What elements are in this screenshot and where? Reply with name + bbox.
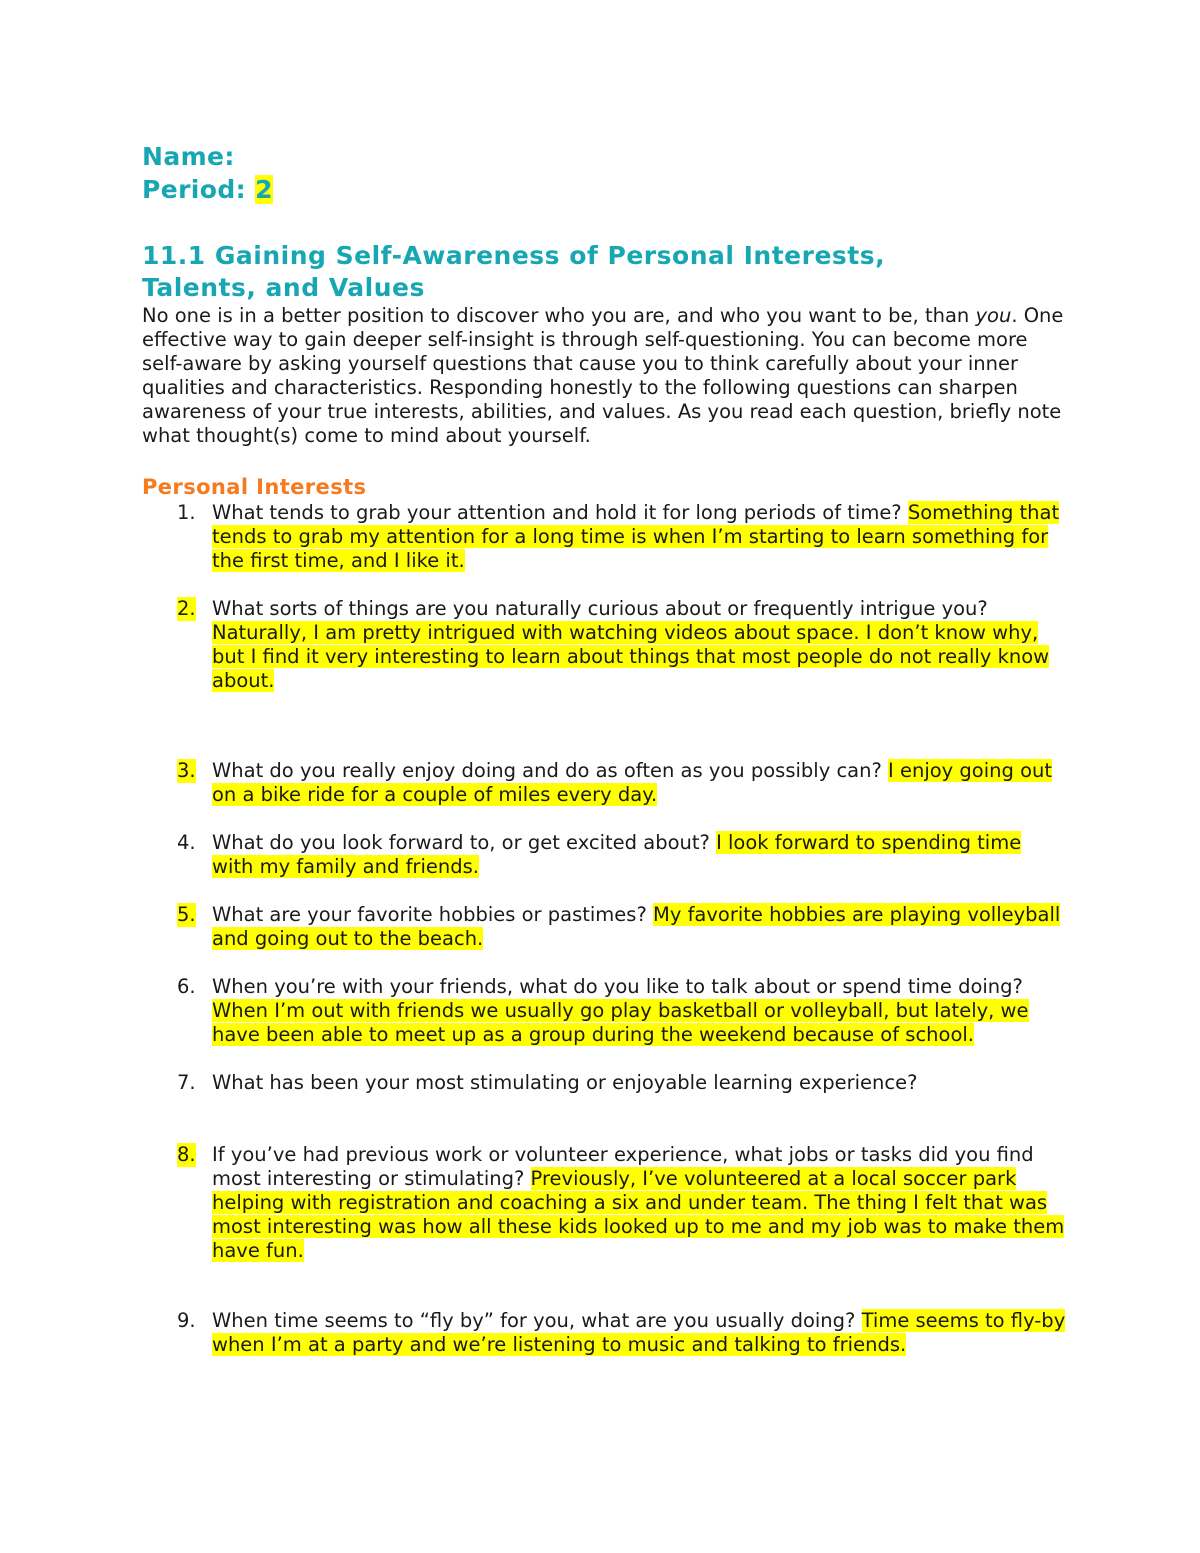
question-item-5 — [142, 903, 1067, 951]
period-line — [142, 173, 1067, 206]
answer-text: Naturally, I am pretty intrigued with watching videos about space. I don’t know why, but I find it very interesting to learn about things that most people do not really know about. — [212, 621, 1050, 692]
question-item-6 — [142, 975, 1067, 1047]
question-text: When time seems to “fly by” for you, what are you usually doing? — [212, 1309, 862, 1332]
answer-text: My favorite hobbies are playing volleyball and going out to the beach. — [212, 903, 1061, 950]
question-text: If you’ve had previous work or volunteer experience, what jobs or tasks did you find most interesting or stimulating? — [212, 1143, 1034, 1190]
question-text: What do you look forward to, or get excited about? — [212, 831, 717, 854]
answer-text: I look forward to spending time with my family and friends. — [212, 831, 1022, 878]
question-number: 4. — [177, 831, 196, 854]
period-label: Period: — [142, 175, 247, 204]
question-text: What do you really enjoy doing and do as often as you possibly can? — [212, 759, 889, 782]
question-number: 6. — [177, 975, 196, 998]
question-text: What tends to grab your attention and hold it for long periods of time? — [212, 501, 908, 524]
question-item-4 — [142, 831, 1067, 879]
answer-text: Previously, I’ve volunteered at a local soccer park helping with registration and coaching a six and under team. The thing I felt that was most interesting was how all these kids looked up to me and my job was to make them have fun. — [212, 1167, 1065, 1262]
name-line — [142, 140, 1067, 173]
answer-text: Something that tends to grab my attention for a long time is when I’m starting to learn something for the first time, and I like it. — [212, 501, 1060, 572]
intro-paragraph — [142, 304, 1067, 448]
question-number: 7. — [177, 1071, 196, 1094]
question-item-7 — [142, 1071, 1067, 1095]
question-number: 5. — [177, 903, 196, 926]
question-item-8 — [142, 1143, 1067, 1263]
answer-text: I enjoy going out on a bike ride for a couple of miles every day. — [212, 759, 1053, 806]
intro-part-1: No one is in a better position to discover who you are, and who you want to be, than — [142, 304, 976, 327]
question-text: When you’re with your friends, what do you like to talk about or spend time doing? — [212, 975, 1023, 998]
title-line-2: Talents, and Values — [142, 273, 425, 302]
question-text: What sorts of things are you naturally curious about or frequently intrigue you? — [212, 597, 988, 620]
question-item-3 — [142, 759, 1067, 807]
title-line-1: 11.1 Gaining Self-Awareness of Personal Interests, — [142, 241, 886, 270]
question-item-2 — [142, 597, 1067, 693]
intro-part-2: . One effective way to gain deeper self-insight is through self-questioning. You can become more self-aware by asking yourself questions that cause you to think carefully about your inner qualities and characteristics. Responding honestly to the following questions can sharpen awareness of your true interests, abilities, and values. As you read each question, briefly note what thought(s) come to mind about yourself. — [142, 304, 1064, 447]
question-number: 3. — [177, 759, 196, 782]
intro-emphasis: you — [975, 304, 1012, 327]
question-text: What are your favorite hobbies or pastimes? — [212, 903, 653, 926]
question-item-1 — [142, 501, 1067, 573]
question-number: 9. — [177, 1309, 196, 1332]
answer-text: When I’m out with friends we usually go play basketball or volleyball, but lately, we have been able to meet up as a group during the weekend because of school. — [212, 999, 1029, 1046]
question-number: 2. — [177, 597, 196, 620]
page-title — [142, 240, 1067, 304]
answer-text: Time seems to fly-by when I’m at a party and we’re listening to music and talking to friends. — [212, 1309, 1066, 1356]
question-number: 1. — [177, 501, 196, 524]
question-number: 8. — [177, 1143, 196, 1166]
section-title: Personal Interests — [142, 475, 367, 499]
period-value: 2 — [255, 175, 273, 204]
name-label: Name: — [142, 142, 235, 171]
question-item-9 — [142, 1309, 1067, 1357]
document-page — [142, 140, 1067, 1357]
question-text: What has been your most stimulating or enjoyable learning experience? — [212, 1071, 918, 1094]
